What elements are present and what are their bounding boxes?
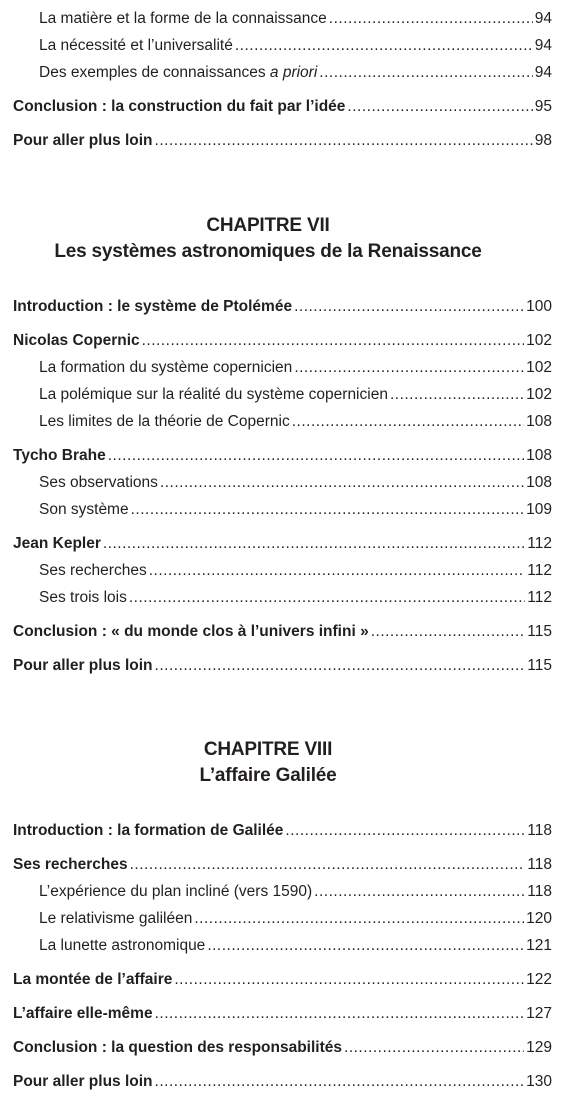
dot-leader [319,62,532,84]
toc-entry-page: 100 [526,298,552,315]
dot-leader [371,621,526,643]
dot-leader [155,130,533,152]
toc-entry-page: 94 [534,10,552,27]
toc-entry-label: Ses recherches [13,856,128,873]
dot-leader [344,1037,524,1059]
toc-entry [13,854,552,876]
dot-leader [329,8,533,30]
toc-entry [39,472,552,494]
dot-leader [314,881,525,903]
toc-entry [13,1003,552,1025]
toc-entry [39,411,552,433]
dot-leader [292,411,524,433]
toc-entry-label: La lunette astronomique [39,937,206,954]
toc-entry-label: Son système [39,501,129,518]
toc-entry [13,820,552,842]
toc-entry-page: 122 [526,971,552,988]
dot-leader [294,357,524,379]
toc-entry [39,935,552,957]
toc-entry-label: La matière et la forme de la connaissance [39,10,327,27]
toc-entry [13,296,552,318]
toc-entry-label: Introduction : la formation de Galilée [13,822,284,839]
chapter-number: CHAPITRE VII [206,215,330,236]
toc-entry-page: 102 [526,386,552,403]
toc-entry-page: 94 [534,64,552,81]
toc-entry-page: 112 [527,535,552,552]
toc-entry-label: Conclusion : la question des responsabilités [13,1039,343,1056]
toc-entry [39,560,552,582]
toc-entry-page: 112 [527,589,552,606]
toc-entry-page: 102 [526,359,552,376]
toc-entry-exemples-a-priori [39,62,552,84]
toc-entry-label: Nicolas Copernic [13,332,140,349]
dot-leader [131,499,525,521]
toc-entry [13,533,552,555]
toc-entry-label: La polémique sur la réalité du système copernicien [39,386,388,403]
toc-entry [39,587,552,609]
toc-entry-page: 115 [527,657,552,674]
toc-entry-page: 118 [527,883,552,900]
toc-entry-label-italic: a priori [269,64,318,81]
toc-entry-page: 112 [527,562,552,579]
toc-entry-page: 127 [526,1005,552,1022]
toc-entry-page: 108 [526,413,552,430]
toc-entry-page: 108 [526,474,552,491]
dot-leader [160,472,524,494]
toc-entry-label: Le relativisme galiléen [39,910,193,927]
toc-entry-label: Pour aller plus loin [13,132,153,149]
toc-entry [13,969,552,991]
dot-leader [294,296,524,318]
toc-entry-label: La nécessité et l’universalité [39,37,233,54]
toc-entry [13,655,552,677]
dot-leader [103,533,525,555]
dot-leader [347,96,532,118]
toc-entry [39,499,552,521]
dot-leader [194,908,524,930]
dot-leader [149,560,526,582]
dot-leader [285,820,525,842]
toc-entry [13,1071,552,1093]
toc-entry-label: Conclusion : « du monde clos à l’univers infini » [13,623,369,640]
toc-entry [39,384,552,406]
dot-leader [155,1003,525,1025]
toc-entry [39,908,552,930]
toc-entry-page: 130 [526,1073,552,1090]
dot-leader [142,330,525,352]
toc-entry-label: L’expérience du plan incliné (vers 1590) [39,883,313,900]
dot-leader [155,1071,525,1093]
toc-entry-label: L’affaire elle-même [13,1005,153,1022]
toc-entry-label [39,62,317,84]
toc-entry-label: Conclusion : la construction du fait par l’idée [13,98,346,115]
toc-entry-label: Ses recherches [39,562,147,579]
toc-entry-label: Ses observations [39,474,158,491]
toc-entry-label: La formation du système copernicien [39,359,293,376]
toc-entry-page: 98 [534,132,552,149]
toc-entry [13,330,552,352]
toc-entry [13,1037,552,1059]
toc-entry-conclusion-fait-idee [13,96,552,118]
toc-entry-page: 94 [534,37,552,54]
toc-entry-page: 118 [527,822,552,839]
toc-entry [39,357,552,379]
dot-leader [207,935,524,957]
toc-entry [39,881,552,903]
toc-entry-page: 121 [526,937,552,954]
chapter-7-heading [0,213,536,265]
chapter-title: L’affaire Galilée [199,765,337,786]
toc-entry-label: Tycho Brahe [13,447,106,464]
toc-entry-page: 108 [526,447,552,464]
dot-leader [174,969,524,991]
chapter-8-heading [0,737,536,789]
toc-entry-page: 102 [526,332,552,349]
toc-entry-label: Les limites de la théorie de Copernic [39,413,290,430]
toc-entry [13,445,552,467]
dot-leader [108,445,524,467]
toc-entry-page: 109 [526,501,552,518]
dot-leader [129,587,525,609]
toc-entry [13,621,552,643]
toc-entry-label: La montée de l’affaire [13,971,173,988]
dot-leader [235,35,533,57]
dot-leader [130,854,526,876]
toc-entry-page: 129 [526,1039,552,1056]
dot-leader [390,384,524,406]
toc-entry-label-text: Des exemples de connaissances [39,64,270,81]
toc-entry-label: Introduction : le système de Ptolémée [13,298,293,315]
toc-entry-page: 95 [534,98,552,115]
toc-entry-page: 118 [527,856,552,873]
toc-entry-matiere-forme [39,8,552,30]
toc-entry-pour-aller-plus-loin [13,130,552,152]
toc-entry-page: 115 [527,623,552,640]
toc-entry-label: Pour aller plus loin [13,1073,153,1090]
dot-leader [155,655,526,677]
chapter-number: CHAPITRE VIII [203,739,333,760]
chapter-title: Les systèmes astronomiques de la Renaissance [54,241,482,262]
toc-entry-necessite [39,35,552,57]
toc-entry-label: Pour aller plus loin [13,657,153,674]
toc-entry-label: Ses trois lois [39,589,127,606]
toc-entry-page: 120 [526,910,552,927]
toc-entry-label: Jean Kepler [13,535,101,552]
